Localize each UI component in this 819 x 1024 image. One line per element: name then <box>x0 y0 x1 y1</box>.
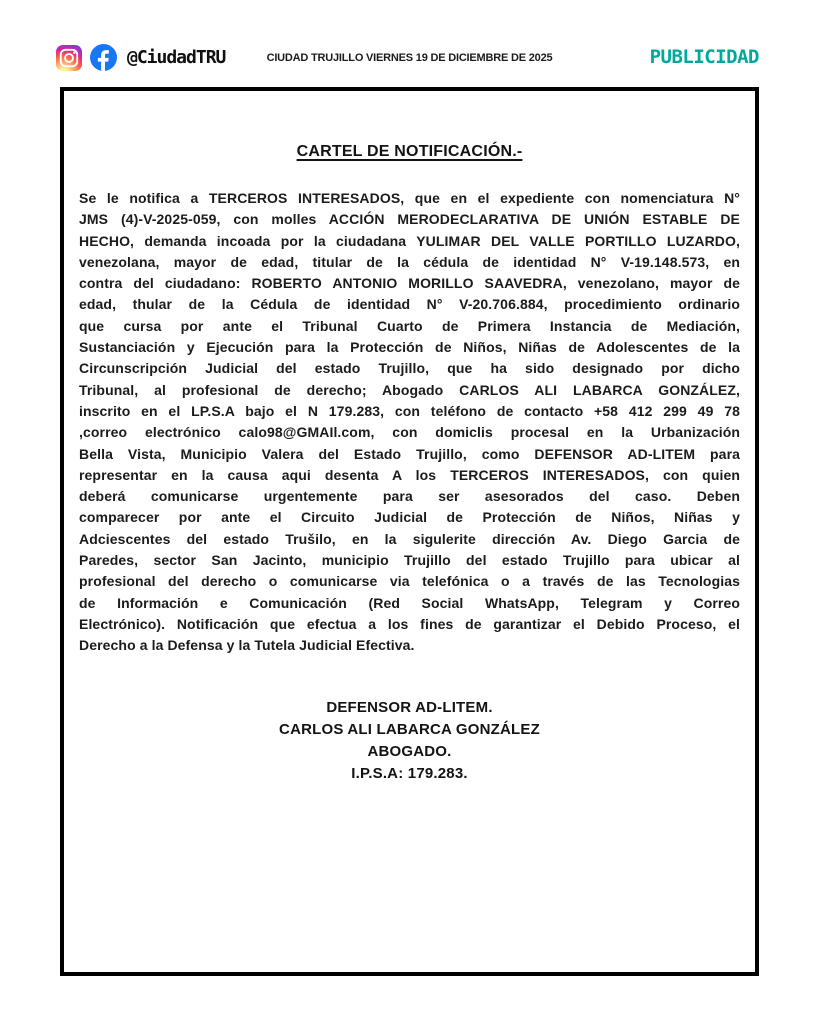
body-line: JMS (4)-V-2025-059, con molles ACCIÓN MERODECLARATIVA DE UNIÓN ESTABLE DE <box>79 211 740 228</box>
body-line: venezolana, mayor de edad, titular de la cédula de identidad N° V-19.148.573, en <box>79 253 740 270</box>
body-line: edad, thular de la Cédula de identidad N° V-20.706.884, procedimiento ordinario <box>79 296 740 313</box>
signature-line: DEFENSOR AD-LITEM. <box>326 698 493 716</box>
body-line: que cursa por ante el Tribunal Cuarto de Primera Instancia de Mediación, <box>79 317 740 334</box>
instagram-icon <box>56 45 82 71</box>
signature-line: ABOGADO. <box>367 742 452 760</box>
dateline: CIUDAD TRUJILLO VIERNES 19 DE DICIEMBRE DE 2025 <box>266 52 553 64</box>
signature-line: CARLOS ALI LABARCA GONZÁLEZ <box>279 720 540 738</box>
signature-block <box>64 697 755 785</box>
body-line: ,correo electrónico calo98@GMAIl.com, con domiclis procesal en la Urbanización <box>79 424 740 441</box>
body-line: Se le notifica a TERCEROS INTERESADOS, que en el expediente con nomenciatura N° <box>79 190 740 206</box>
notice-body <box>79 188 740 657</box>
social-handle: @CiudadTRU <box>127 47 226 68</box>
body-line: Paredes, sector San Jacinto, municipio Trujillo del estado Trujillo para ubicar al <box>79 552 740 569</box>
publicidad-label: PUBLICIDAD <box>649 46 759 68</box>
body-line: representar en la causa aqui desenta A los TERCEROS INTERESADOS, con quien <box>79 466 740 483</box>
notice-frame <box>60 87 759 976</box>
body-line: inscrito en el LP.S.A bajo el N 179.283, con teléfono de contacto +58 412 299 49 78 <box>79 402 740 419</box>
body-line: Tribunal, al profesional de derecho; Abogado CARLOS ALI LABARCA GONZÁLEZ, <box>79 381 740 398</box>
body-line: Bella Vista, Municipio Valera del Estado Trujillo, como DEFENSOR AD-LITEM para <box>79 445 740 462</box>
body-line: Derecho a la Defensa y la Tutela Judicial Efectiva. <box>79 637 415 654</box>
body-line: de Información e Comunicación (Red Social WhatsApp, Telegram y Correo <box>79 594 740 611</box>
body-line: contra del ciudadano: ROBERTO ANTONIO MORILLO SAAVEDRA, venezolano, mayor de <box>79 275 740 292</box>
body-line: Sustanciación y Ejecución para la Protección de Niños, Niñas de Adolescentes de la <box>79 339 740 356</box>
body-line: deberá comunicarse urgentemente para ser asesorados del caso. Deben <box>79 488 740 505</box>
signature-line: I.P.S.A: 179.283. <box>351 764 468 782</box>
notice-title: CARTEL DE NOTIFICACIÓN.- <box>296 143 523 160</box>
body-line: HECHO, demanda incoada por la ciudadana YULIMAR DEL VALLE PORTILLO LUZARDO, <box>79 232 740 249</box>
body-line: Circunscripción Judicial del estado Trujillo, que ha sido designado por dicho <box>79 360 740 377</box>
body-line: Electrónico). Notificación que efectua a los fines de garantizar el Debido Proceso, el <box>79 615 740 632</box>
facebook-icon <box>90 44 117 71</box>
body-line: profesional del derecho o comunicarse via telefónica o a través de las Tecnologias <box>79 573 740 590</box>
body-line: comparecer por ante el Circuito Judicial de Protección de Niños, Niñas y <box>79 509 740 526</box>
body-line: Adciescentes del estado Trušilo, en la sigulerite dirección Av. Diego Garcia de <box>79 530 740 547</box>
social-brand <box>56 44 225 71</box>
